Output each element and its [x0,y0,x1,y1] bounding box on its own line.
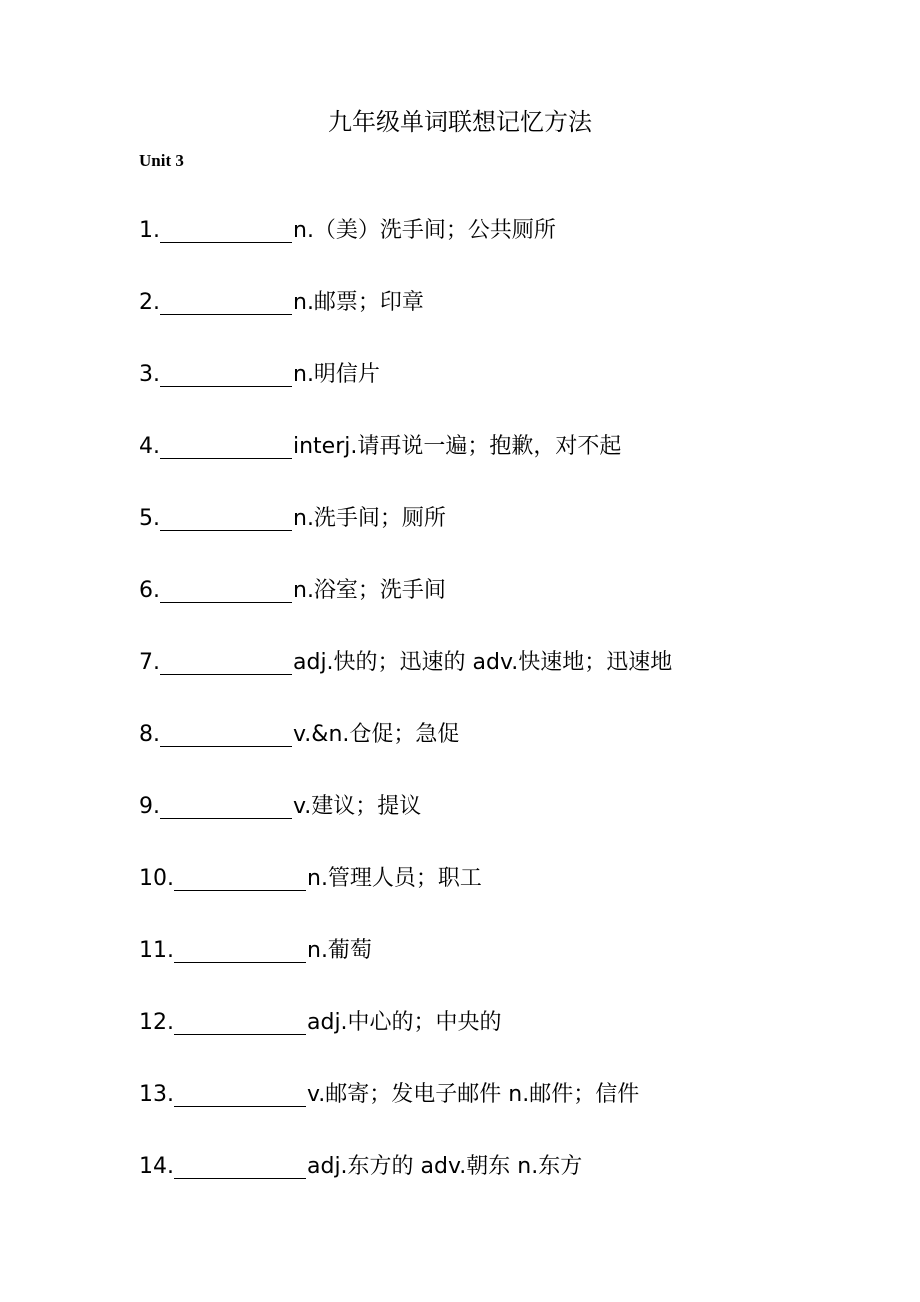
item-definition: n.葡萄 [307,938,372,963]
vocab-item [139,286,672,358]
vocab-item [139,1006,672,1078]
vocab-item [139,1150,672,1222]
item-definition: n.洗手间；厕所 [293,506,446,531]
answer-blank[interactable] [160,718,292,747]
item-number: 1. [139,218,160,243]
answer-blank[interactable] [160,502,292,531]
item-definition: n.（美）洗手间；公共厕所 [293,218,556,243]
answer-blank[interactable] [160,430,292,459]
vocab-item [139,1078,672,1150]
answer-blank[interactable] [174,934,306,963]
item-number: 5. [139,506,160,531]
item-definition: n.管理人员；职工 [307,866,482,891]
item-number: 14. [139,1154,174,1179]
item-number: 11. [139,938,174,963]
item-number: 8. [139,722,160,747]
item-definition: adj.中心的；中央的 [307,1010,502,1035]
item-number: 4. [139,434,160,459]
vocab-item [139,214,672,286]
item-definition: interj.请再说一遍；抱歉，对不起 [293,434,622,459]
vocab-item [139,934,672,1006]
answer-blank[interactable] [174,1150,306,1179]
answer-blank[interactable] [174,1078,306,1107]
vocab-item [139,574,672,646]
vocab-item [139,862,672,934]
vocab-item [139,718,672,790]
answer-blank[interactable] [174,862,306,891]
item-number: 13. [139,1082,174,1107]
vocab-item [139,502,672,574]
item-number: 7. [139,650,160,675]
vocab-list [139,214,672,1222]
item-number: 6. [139,578,160,603]
item-definition: n.浴室；洗手间 [293,578,446,603]
vocab-item [139,790,672,862]
item-number: 2. [139,290,160,315]
item-number: 12. [139,1010,174,1035]
item-definition: n.明信片 [293,362,380,387]
item-definition: v.&n.仓促；急促 [293,722,460,747]
answer-blank[interactable] [160,574,292,603]
item-number: 9. [139,794,160,819]
item-number: 3. [139,362,160,387]
answer-blank[interactable] [160,286,292,315]
vocab-item [139,430,672,502]
item-definition: v.邮寄；发电子邮件 n.邮件；信件 [307,1082,640,1107]
answer-blank[interactable] [160,358,292,387]
vocab-item [139,358,672,430]
item-number: 10. [139,866,174,891]
page-title: 九年级单词联想记忆方法 [328,108,592,136]
vocab-item [139,646,672,718]
item-definition: v.建议；提议 [293,794,422,819]
item-definition: n.邮票；印章 [293,290,424,315]
answer-blank[interactable] [160,790,292,819]
answer-blank[interactable] [160,646,292,675]
answer-blank[interactable] [160,214,292,243]
item-definition: adj.东方的 adv.朝东 n.东方 [307,1154,583,1179]
item-definition: adj.快的；迅速的 adv.快速地；迅速地 [293,650,673,675]
answer-blank[interactable] [174,1006,306,1035]
unit-label: Unit 3 [139,151,184,170]
